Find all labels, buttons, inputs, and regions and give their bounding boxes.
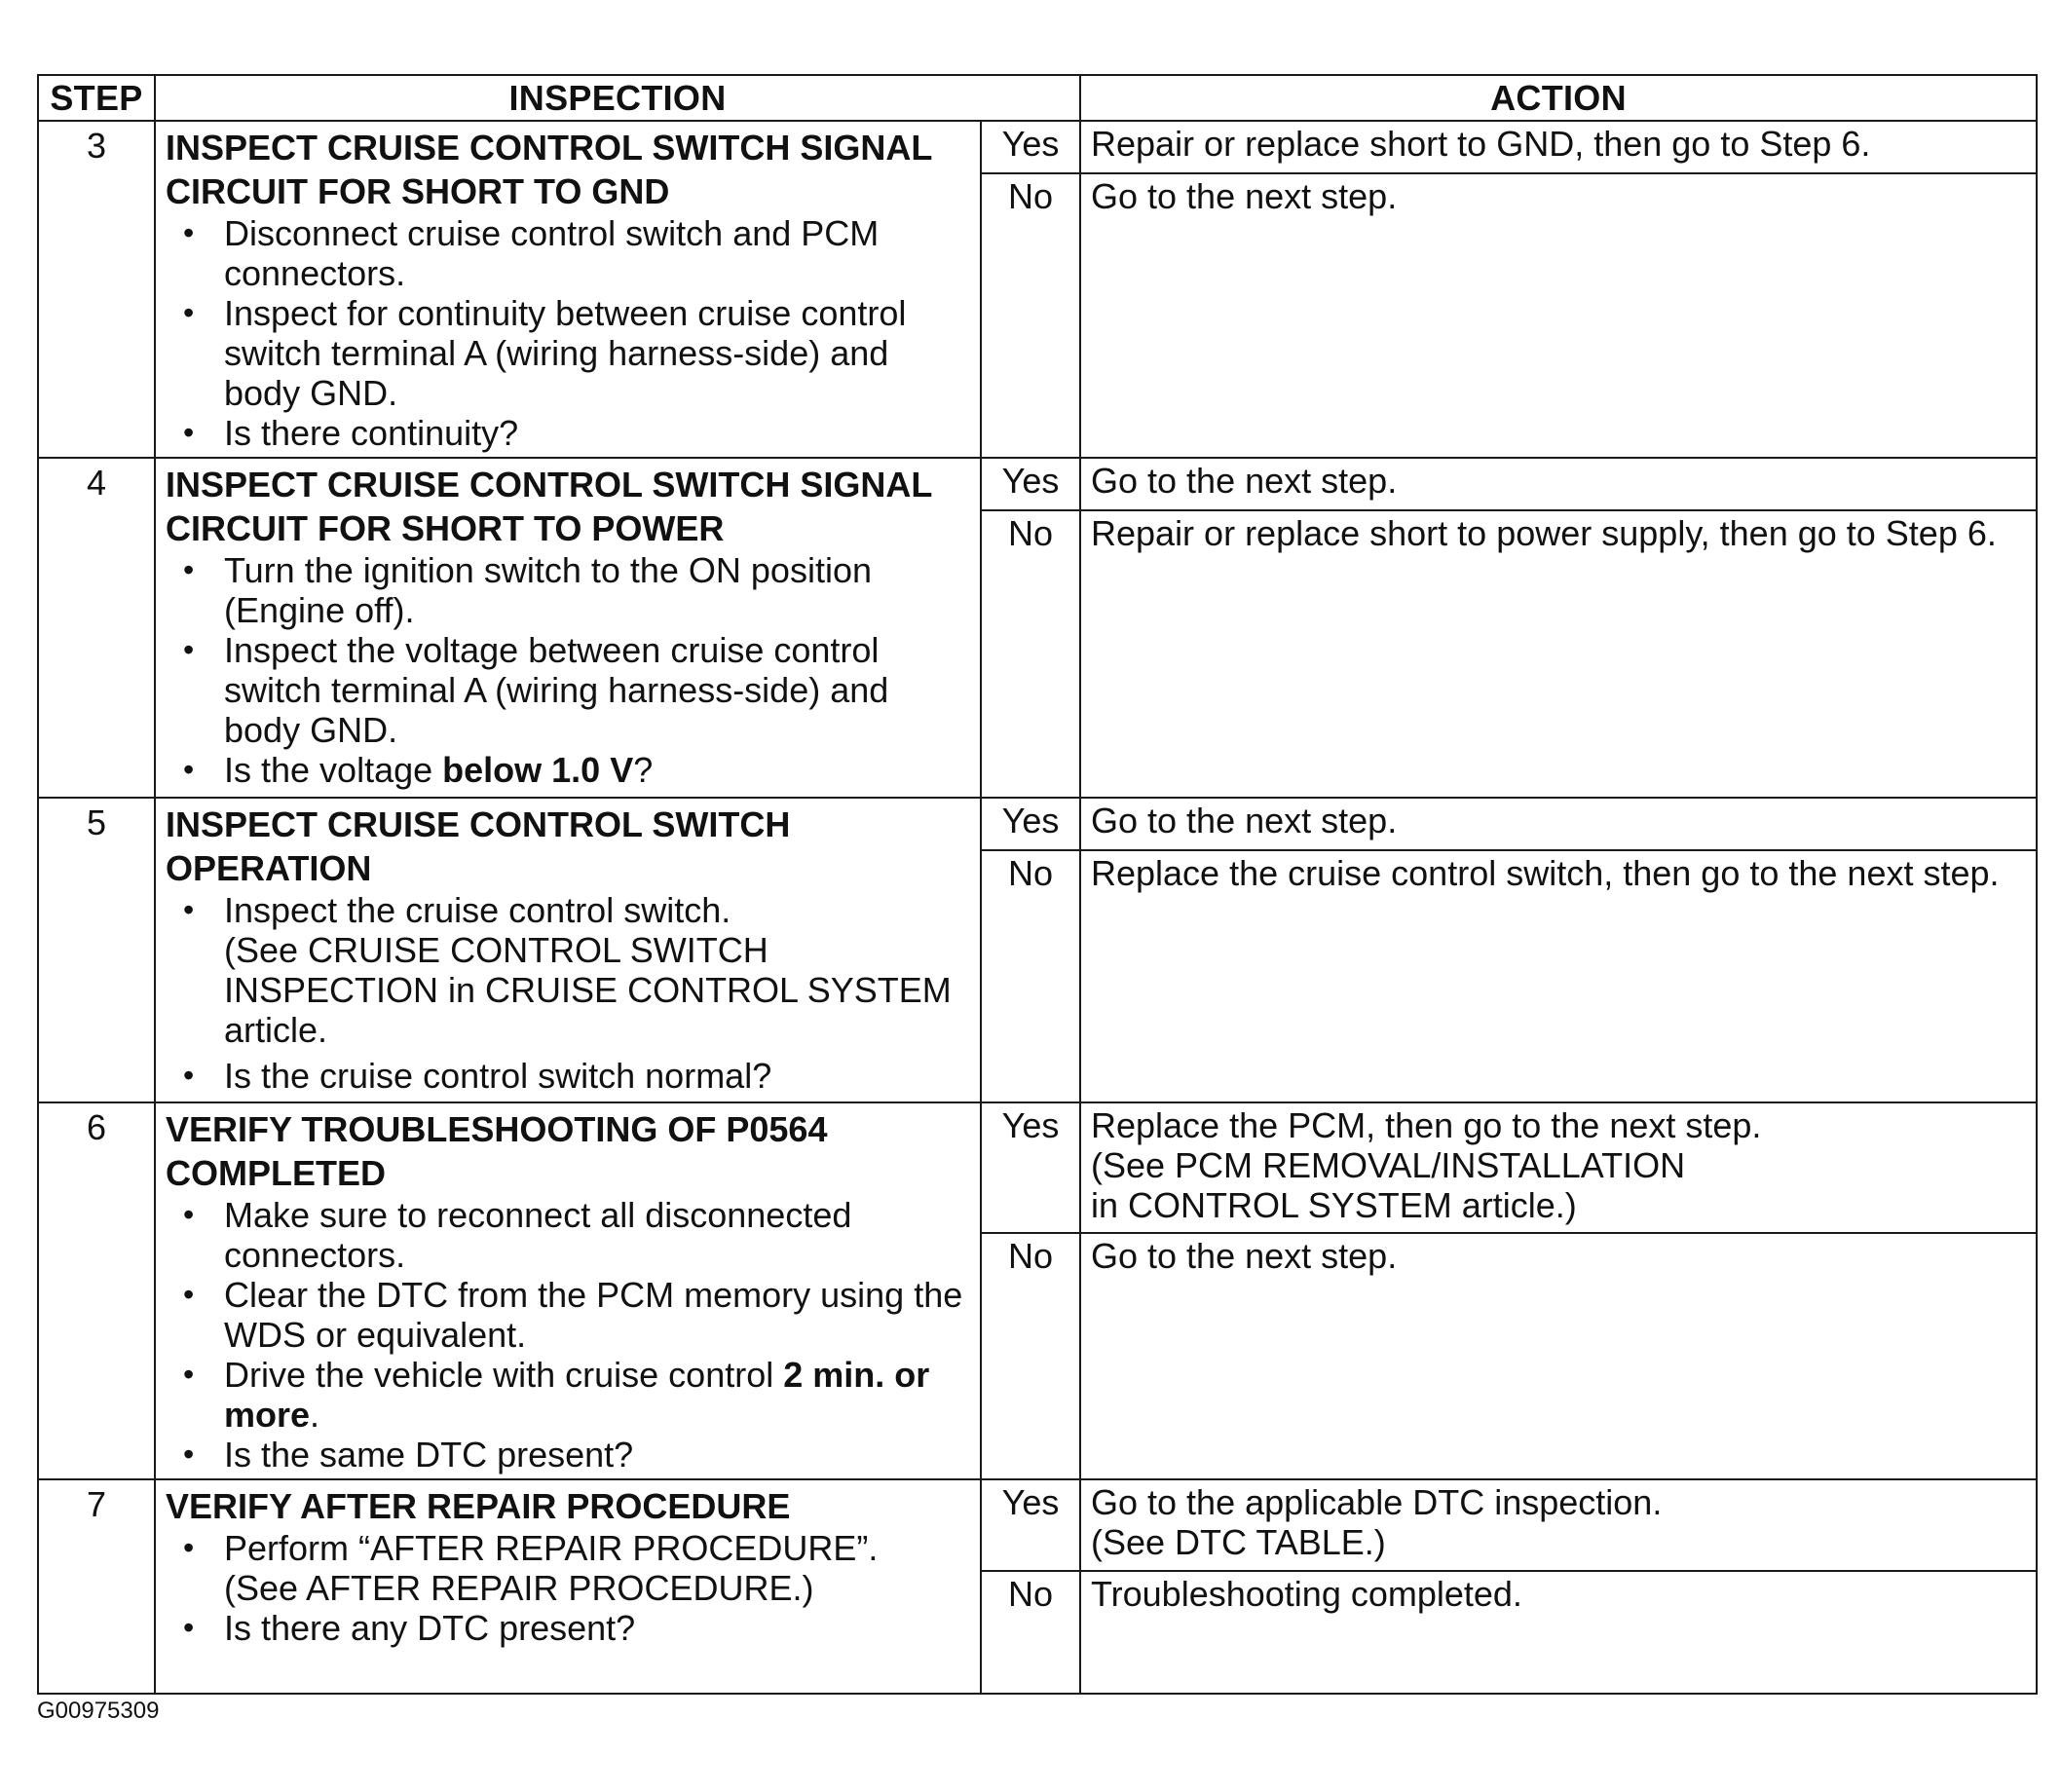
inspection-bullets — [166, 1528, 970, 1648]
inspection-bullets — [166, 890, 970, 1096]
inspection-title — [166, 1484, 970, 1528]
inspection-title-line: VERIFY TROUBLESHOOTING OF P0564 — [166, 1109, 828, 1149]
no-label: No — [981, 1571, 1080, 1694]
yes-action: Go to the next step. — [1080, 458, 2037, 510]
action-line: (See DTC TABLE.) — [1091, 1522, 1386, 1562]
table-row — [38, 798, 2037, 850]
yes-action — [1080, 1479, 2037, 1571]
table-row — [38, 458, 2037, 510]
bullet-item — [166, 1528, 970, 1608]
step-number: 7 — [38, 1479, 155, 1694]
inspection-title-line: CIRCUIT FOR SHORT TO POWER — [166, 508, 725, 548]
yes-label: Yes — [981, 1102, 1080, 1233]
inspection-title — [166, 803, 970, 890]
bullet-item: • Inspect the voltage between cruise control switch terminal A (wiring harness-side) and body GND. — [166, 630, 970, 750]
no-action: Troubleshooting completed. — [1080, 1571, 2037, 1694]
header-action: ACTION — [1080, 75, 2037, 121]
bullet-item: • Is there any DTC present? — [166, 1608, 970, 1648]
inspection-title-line: INSPECT CRUISE CONTROL SWITCH SIGNAL — [166, 128, 933, 168]
troubleshooting-table — [37, 74, 2038, 1695]
action-line: Replace the PCM, then go to the next step. — [1091, 1105, 1762, 1145]
step-number: 6 — [38, 1102, 155, 1479]
action-line: (See PCM REMOVAL/INSTALLATION — [1091, 1145, 1686, 1185]
inspection-cell — [155, 798, 981, 1102]
no-action: Go to the next step. — [1080, 173, 2037, 458]
table-row — [38, 1479, 2037, 1571]
action-line: in CONTROL SYSTEM article.) — [1091, 1185, 1577, 1225]
step-number: 5 — [38, 798, 155, 1102]
inspection-cell — [155, 1479, 981, 1694]
bullet-item: • Is the same DTC present? — [166, 1435, 970, 1475]
inspection-cell — [155, 1102, 981, 1479]
inspection-title — [166, 126, 970, 213]
inspection-title-line: COMPLETED — [166, 1153, 387, 1193]
step-number: 4 — [38, 458, 155, 798]
yes-action: Go to the next step. — [1080, 798, 2037, 850]
bullet-reference: (See CRUISE CONTROL SWITCH INSPECTION in CRUISE CONTROL SYSTEM article. — [224, 930, 952, 1050]
bullet-emphasis: 2 min. or more — [224, 1355, 930, 1435]
inspection-title — [166, 463, 970, 550]
bullet-text: ? — [633, 750, 654, 790]
yes-label: Yes — [981, 458, 1080, 510]
no-action: Repair or replace short to power supply, then go to Step 6. — [1080, 510, 2037, 798]
header-inspection: INSPECTION — [155, 75, 1080, 121]
no-label: No — [981, 1233, 1080, 1479]
bullet-item: • Clear the DTC from the PCM memory using the WDS or equivalent. — [166, 1275, 970, 1355]
inspection-title-line: VERIFY AFTER REPAIR PROCEDURE — [166, 1486, 791, 1526]
no-label: No — [981, 850, 1080, 1102]
bullet-item: • Is there continuity? — [166, 413, 970, 453]
inspection-title-line: INSPECT CRUISE CONTROL SWITCH — [166, 804, 791, 844]
action-line: Go to the applicable DTC inspection. — [1091, 1482, 1663, 1522]
table-header-row — [38, 75, 2037, 121]
inspection-title — [166, 1107, 970, 1195]
no-label: No — [981, 510, 1080, 798]
inspection-bullets — [166, 550, 970, 790]
yes-action — [1080, 1102, 2037, 1233]
bullet-text: . — [310, 1395, 320, 1435]
inspection-bullets — [166, 213, 970, 453]
header-step: STEP — [38, 75, 155, 121]
inspection-title-line: INSPECT CRUISE CONTROL SWITCH SIGNAL — [166, 465, 933, 504]
table-row — [38, 1102, 2037, 1233]
bullet-text: Inspect the cruise control switch. — [224, 890, 731, 930]
bullet-reference: (See AFTER REPAIR PROCEDURE.) — [224, 1568, 814, 1608]
inspection-bullets — [166, 1195, 970, 1475]
inspection-cell — [155, 121, 981, 458]
inspection-cell — [155, 458, 981, 798]
bullet-item: • Make sure to reconnect all disconnected connectors. — [166, 1195, 970, 1275]
bullet-item: • Inspect for continuity between cruise control switch terminal A (wiring harness-side) and body GND. — [166, 293, 970, 413]
bullet-text: Perform “AFTER REPAIR PROCEDURE”. — [224, 1528, 879, 1568]
yes-label: Yes — [981, 1479, 1080, 1571]
bullet-text: Drive the vehicle with cruise control — [224, 1355, 784, 1395]
yes-label: Yes — [981, 798, 1080, 850]
bullet-emphasis: below 1.0 V — [442, 750, 634, 790]
no-action: Go to the next step. — [1080, 1233, 2037, 1479]
bullet-item — [166, 750, 970, 790]
bullet-item: • Turn the ignition switch to the ON position (Engine off). — [166, 550, 970, 630]
inspection-title-line: CIRCUIT FOR SHORT TO GND — [166, 171, 670, 211]
no-action: Replace the cruise control switch, then go to the next step. — [1080, 850, 2037, 1102]
inspection-title-line: OPERATION — [166, 848, 372, 888]
bullet-item: • Disconnect cruise control switch and PCM connectors. — [166, 213, 970, 293]
table-row — [38, 121, 2037, 173]
yes-action: Repair or replace short to GND, then go to Step 6. — [1080, 121, 2037, 173]
bullet-item — [166, 890, 970, 1050]
bullet-text: Is the voltage — [224, 750, 443, 790]
no-label: No — [981, 173, 1080, 458]
figure-id: G00975309 — [37, 1698, 160, 1724]
bullet-item: • Is the cruise control switch normal? — [166, 1056, 970, 1096]
step-number: 3 — [38, 121, 155, 458]
bullet-item — [166, 1355, 970, 1435]
yes-label: Yes — [981, 121, 1080, 173]
